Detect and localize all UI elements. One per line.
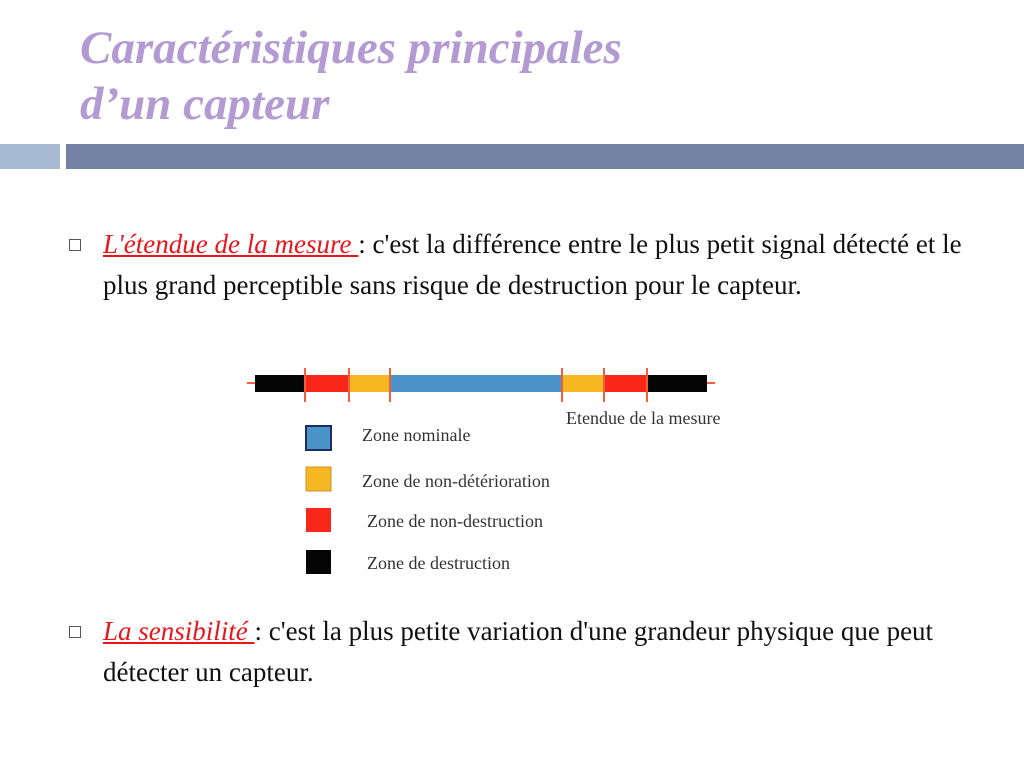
- bullet-sensitivity: [103, 611, 983, 693]
- legend-swatch-destruction: [306, 550, 331, 574]
- bar-segment-non-destruction-right: [604, 375, 647, 392]
- legend-swatch-nominal: [306, 426, 331, 450]
- legend-swatch-non-deterioration: [306, 467, 331, 491]
- title-accent-bar-left: [0, 144, 60, 169]
- title-accent-bar-right: [66, 144, 1024, 169]
- term-measurement-range: L'étendue de la mesure: [103, 229, 359, 259]
- bar-segment-non-destruction-left: [305, 375, 349, 392]
- bar-segment-non-deterioration-right: [563, 375, 604, 392]
- definition-sensitivity: : c'est la plus petite variation d'une grandeur physique que peut détecter un capteur.: [103, 616, 934, 687]
- slide-title: [80, 20, 980, 132]
- square-bullet-icon: [69, 626, 81, 638]
- bar-segment-destruction-left: [255, 375, 305, 392]
- legend-label-non-destruction: Zone de non-destruction: [367, 511, 543, 531]
- square-bullet-icon: [69, 239, 81, 251]
- slide-title-line-2: d’un capteur: [80, 78, 330, 130]
- definition-measurement-range: : c'est la différence entre le plus petit signal détecté et le plus grand perceptible sans risque de destruction pour le capteur.: [103, 229, 962, 300]
- bullet-measurement-range: [103, 224, 983, 306]
- bar-segment-destruction-right: [647, 375, 707, 392]
- bar-segment-nominal: [391, 375, 561, 392]
- range-label: Etendue de la mesure: [566, 408, 721, 428]
- slide-title-line-1: Caractéristiques principales: [80, 22, 622, 74]
- term-sensitivity: La sensibilité: [103, 616, 255, 646]
- legend-label-destruction: Zone de destruction: [367, 553, 510, 573]
- legend-swatch-non-destruction: [306, 508, 331, 532]
- legend-label-non-deterioration: Zone de non-détérioration: [362, 471, 550, 491]
- legend-label-nominal: Zone nominale: [362, 425, 471, 445]
- bar-segment-non-deterioration-left: [349, 375, 389, 392]
